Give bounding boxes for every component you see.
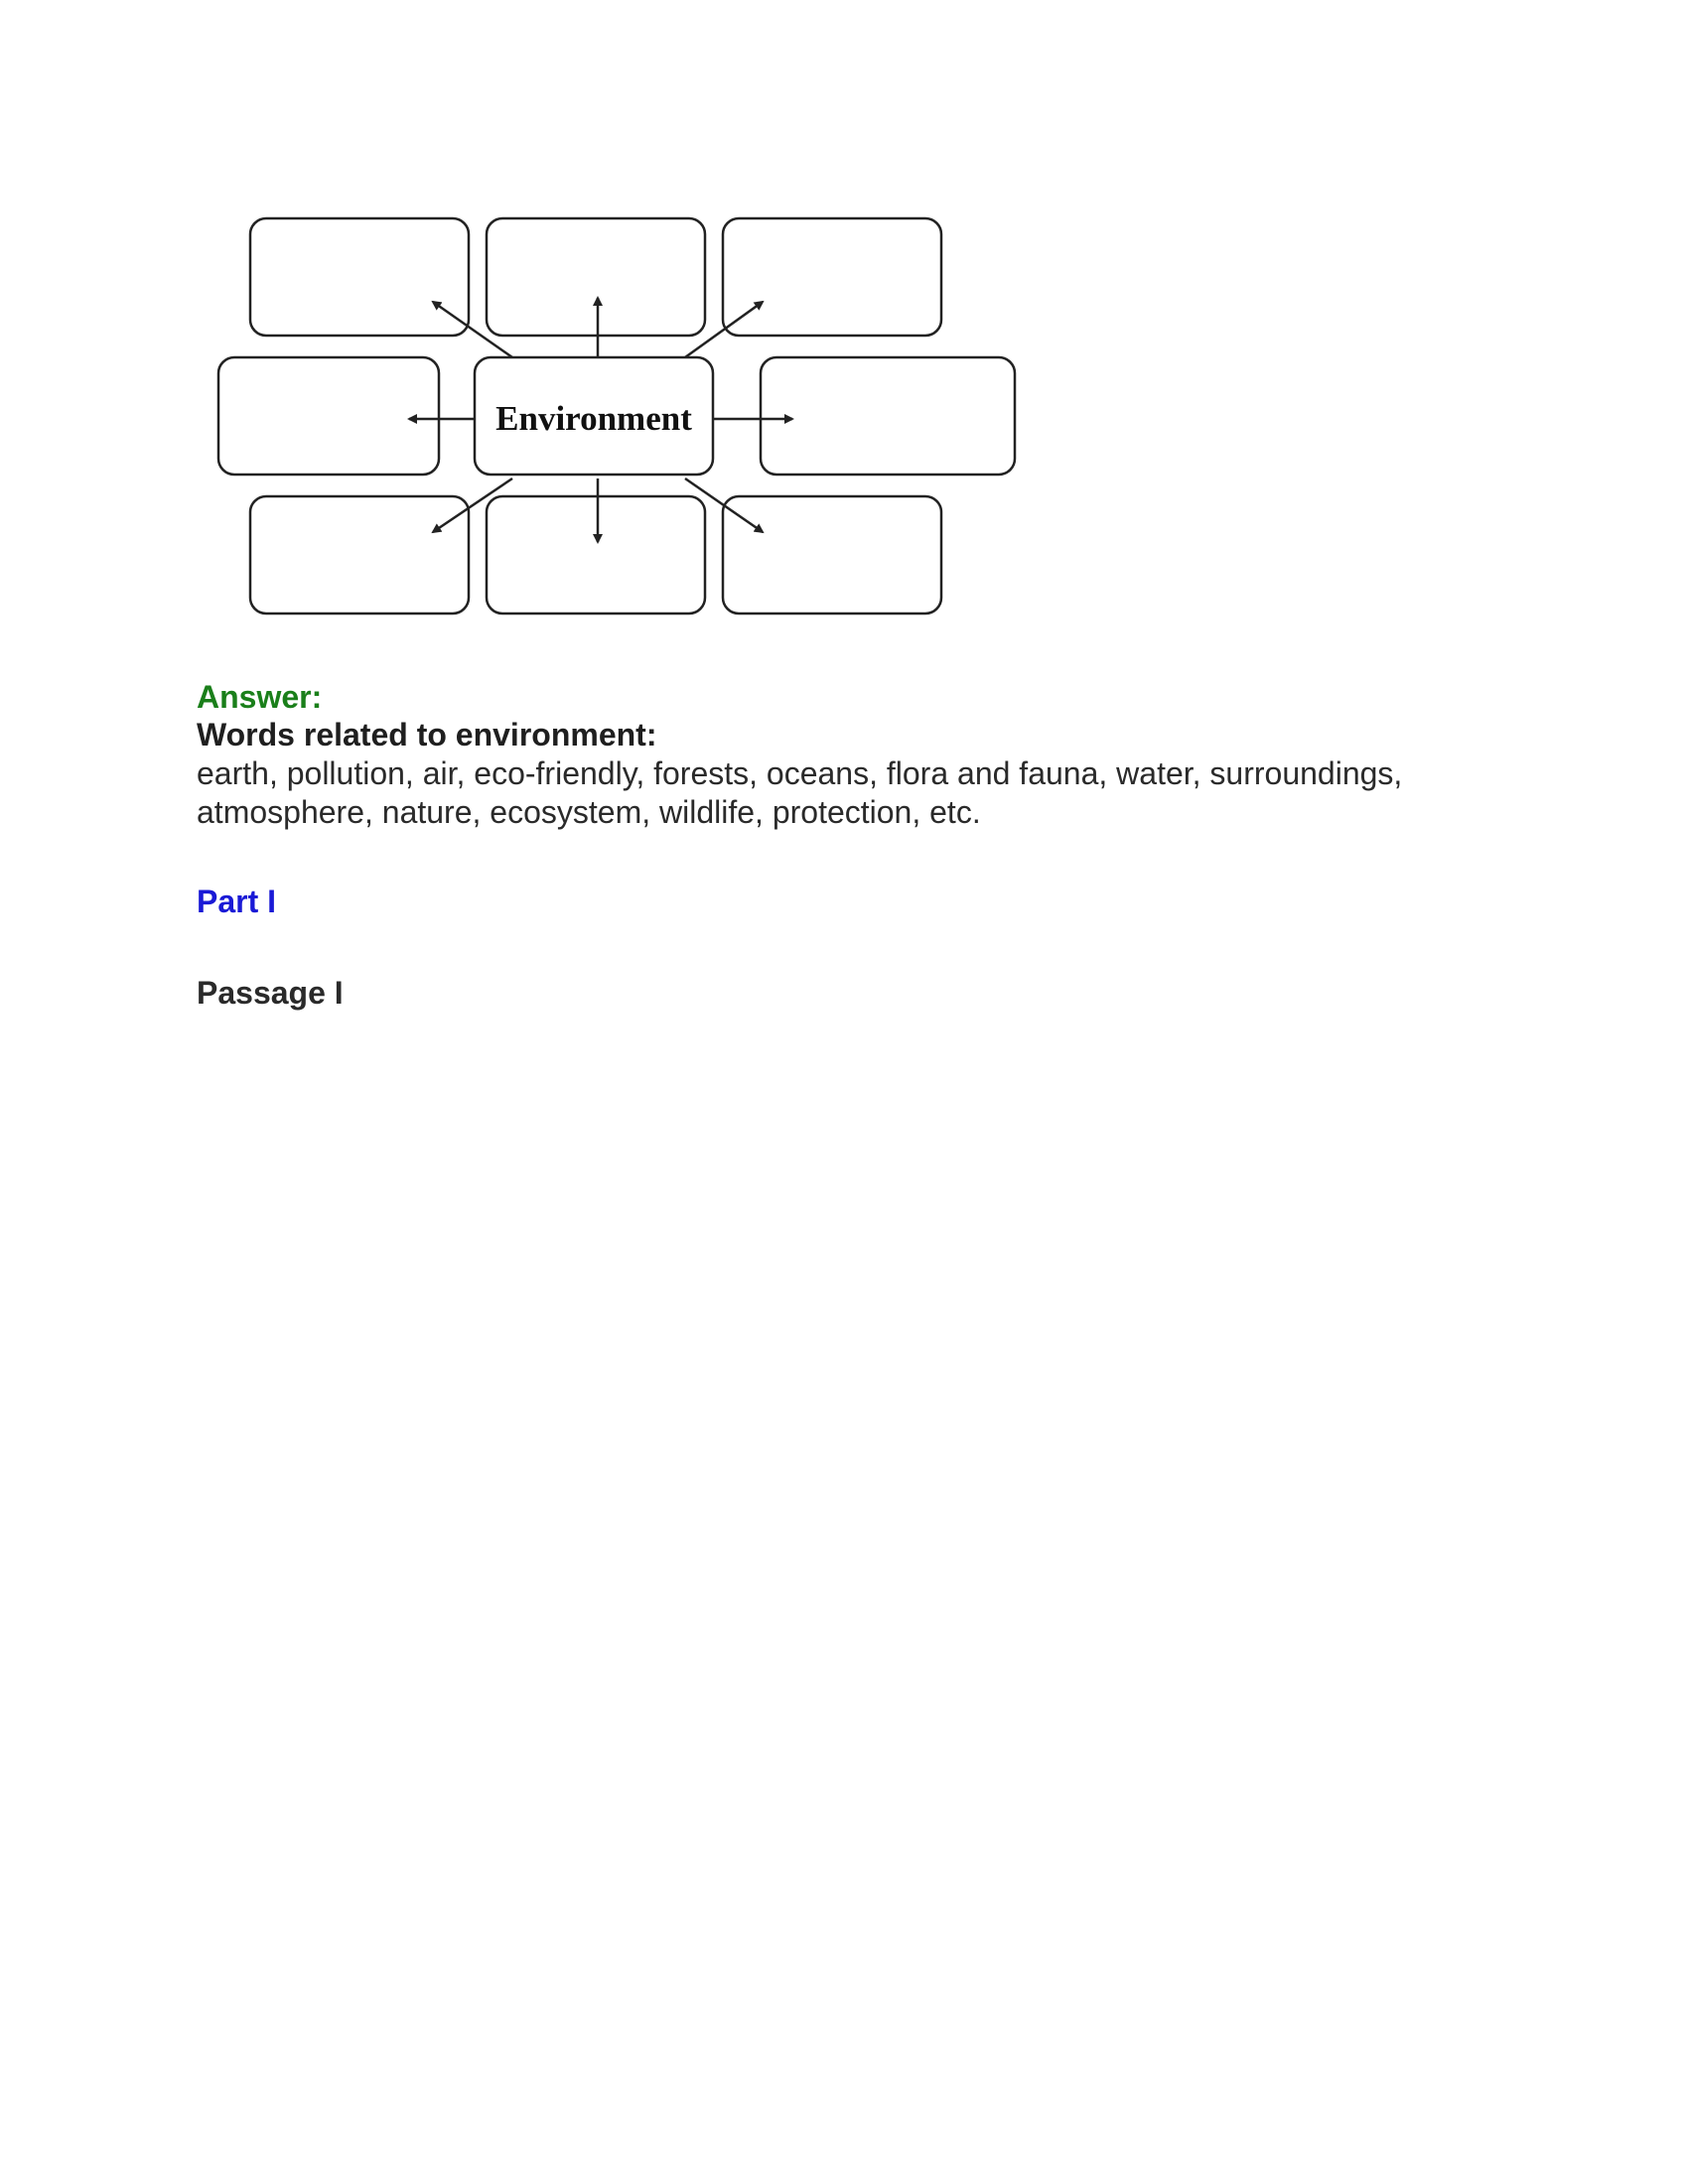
words-list: earth, pollution, air, eco-friendly, forests, oceans, flora and fauna, water, surroundings, atmosphere, nature, ecosystem, wildlife, protection, etc. xyxy=(197,755,1403,830)
part-heading: Part I xyxy=(197,884,277,919)
empty-box-top-center xyxy=(487,218,705,336)
environment-word-web-diagram xyxy=(199,199,1053,645)
answer-label: Answer: xyxy=(197,679,323,715)
arrow-to-top-left xyxy=(433,302,512,357)
empty-box-middle-left xyxy=(218,357,439,475)
empty-box-bottom-left xyxy=(250,496,469,614)
passage-heading: Passage I xyxy=(197,975,344,1011)
words-heading: Words related to environment: xyxy=(197,717,657,752)
empty-box-middle-right xyxy=(761,357,1015,475)
arrow-to-bottom-left xyxy=(433,478,512,532)
center-label: Environment xyxy=(495,399,692,438)
empty-box-top-left xyxy=(250,218,469,336)
empty-box-bottom-center xyxy=(487,496,705,614)
empty-box-top-right xyxy=(723,218,941,336)
empty-box-bottom-right xyxy=(723,496,941,614)
